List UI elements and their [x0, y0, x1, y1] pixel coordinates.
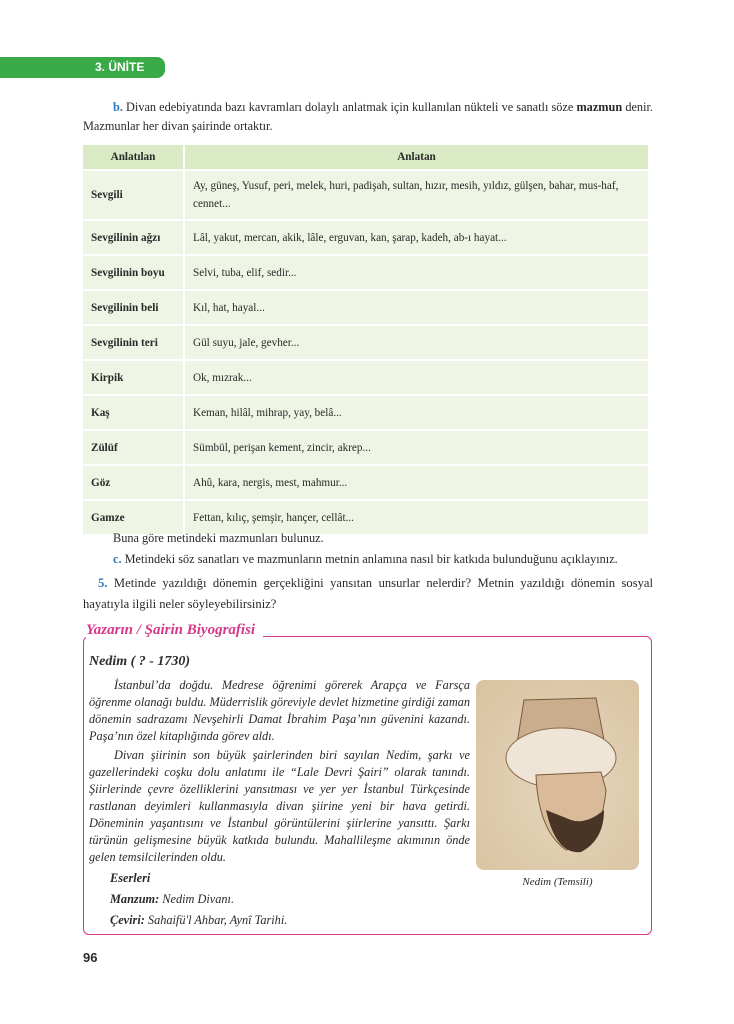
unit-tab: 3. ÜNİTE: [0, 57, 165, 78]
table-row: [83, 396, 648, 429]
anlatan-cell: Gül suyu, jale, gevher...: [185, 326, 648, 359]
anlatan-cell: Selvi, tuba, elif, sedir...: [185, 256, 648, 289]
table-row: [83, 221, 648, 254]
question-5: [83, 573, 653, 615]
table-row: [83, 291, 648, 324]
table-row: [83, 361, 648, 394]
anlatan-cell: Sümbül, perişan kement, zincir, akrep...: [185, 431, 648, 464]
anlatilan-cell: Göz: [83, 466, 183, 499]
anlatan-cell: Ay, güneş, Yusuf, peri, melek, huri, padişah, sultan, hızır, mesih, yıldız, gülşen, bahar, mus-haf, cennet...: [185, 171, 648, 219]
item-marker: c.: [113, 552, 122, 566]
value: Nedim Divanı.: [159, 892, 235, 906]
paragraph-b: [83, 98, 653, 136]
text: Metinde yazıldığı dönemin gerçekliğini yansıtan unsurlar nelerdir? Metnin yazıldığı dönemin sosyal hayatıyla ilgili neler söyleyebilirsiniz?: [83, 576, 653, 611]
anlatan-cell: Lâl, yakut, mercan, akik, lâle, erguvan, kan, şarap, kadeh, ab-ı hayat...: [185, 221, 648, 254]
works-ceviri: [110, 912, 491, 929]
bold-term: mazmun: [576, 100, 623, 114]
mazmun-table: [81, 143, 650, 536]
bio-paragraph-2: Divan şiirinin son büyük şairlerinden biri sayılan Nedim, şarkı ve gazellerindeki coşku dolu anlatımı ile “Lale Devri Şairi” olarak tanındı. Şiirlerinde çevre özelliklerini yansıtması ve yer yer İstanbul Türkçesinde rastlanan deyimleri kullanmasıyla divan şiirine yeni bir hava getirdi. Döneminin yaşantısını ve İstanbul görüntülerini şiirlerine yansıttı. Şarkı türünün gelişmesine büyük katkıda bulundu. Mahallileşme akımının önde gelen temsilcilerinden oldu.: [89, 748, 470, 864]
label: Manzum:: [110, 892, 160, 906]
anlatilan-cell: Sevgilinin teri: [83, 326, 183, 359]
anlatan-cell: Kıl, hat, hayal...: [185, 291, 648, 324]
value: Sahaifü'l Ahbar, Aynî Tarihi.: [144, 913, 288, 927]
anlatilan-cell: Kaş: [83, 396, 183, 429]
anlatilan-cell: Sevgili: [83, 171, 183, 219]
portrait-caption: Nedim (Temsili): [522, 876, 593, 888]
portrait-image: [476, 680, 639, 870]
anlatan-cell: Ahû, kara, nergis, mest, mahmur...: [185, 466, 648, 499]
works-manzum: [110, 891, 491, 908]
anlatilan-cell: Gamze: [83, 501, 183, 534]
biography-title: Yazarın / Şairin Biyografisi: [86, 622, 263, 639]
anlatilan-cell: Zülüf: [83, 431, 183, 464]
item-marker: 5.: [98, 576, 108, 590]
anlatan-cell: Ok, mızrak...: [185, 361, 648, 394]
instruction: Buna göre metindeki mazmunları bulunuz.: [113, 531, 324, 545]
table-header: Anlatan: [185, 145, 648, 169]
table-row: [83, 171, 648, 219]
label: Çeviri:: [110, 913, 145, 927]
table-row: [83, 256, 648, 289]
anlatan-cell: Fettan, kılıç, şemşir, hançer, cellât...: [185, 501, 648, 534]
table-row: [83, 431, 648, 464]
table-header: Anlatılan: [83, 145, 183, 169]
item-marker: b.: [113, 100, 123, 114]
anlatilan-cell: Sevgilinin ağzı: [83, 221, 183, 254]
text: Metindeki söz sanatları ve mazmunların metnin anlamına nasıl bir katkıda bulunduğunu açıklayınız.: [121, 552, 618, 566]
table-row: [83, 326, 648, 359]
author-name: Nedim ( ? - 1730): [89, 654, 191, 669]
works-heading: Eserleri: [110, 871, 151, 885]
bio-paragraph-1: İstanbul’da doğdu. Medrese öğrenimi görerek Arapça ve Farsça öğrenme olanağı buldu. Müderrislik göreviyle devlet hizmetine girdiği zaman dönemin sadrazamı Nevşehirli Damat İbrahim Paşa’nın güvenini kazandı. Paşa’nın özel kitaplığında görev aldı.: [89, 678, 470, 743]
paragraph-c: [113, 550, 658, 569]
anlatilan-cell: Sevgilinin boyu: [83, 256, 183, 289]
anlatan-cell: Keman, hilâl, mihrap, yay, belâ...: [185, 396, 648, 429]
anlatilan-cell: Kirpik: [83, 361, 183, 394]
text: denir. Mazmunlar her divan şairinde ortaktır.: [83, 100, 653, 133]
text: Divan edebiyatında bazı kavramları dolaylı anlatmak için kullanılan nükteli ve sanatlı söze: [122, 100, 577, 114]
anlatilan-cell: Sevgilinin beli: [83, 291, 183, 324]
page-number: 96: [83, 950, 98, 965]
table-row: [83, 466, 648, 499]
